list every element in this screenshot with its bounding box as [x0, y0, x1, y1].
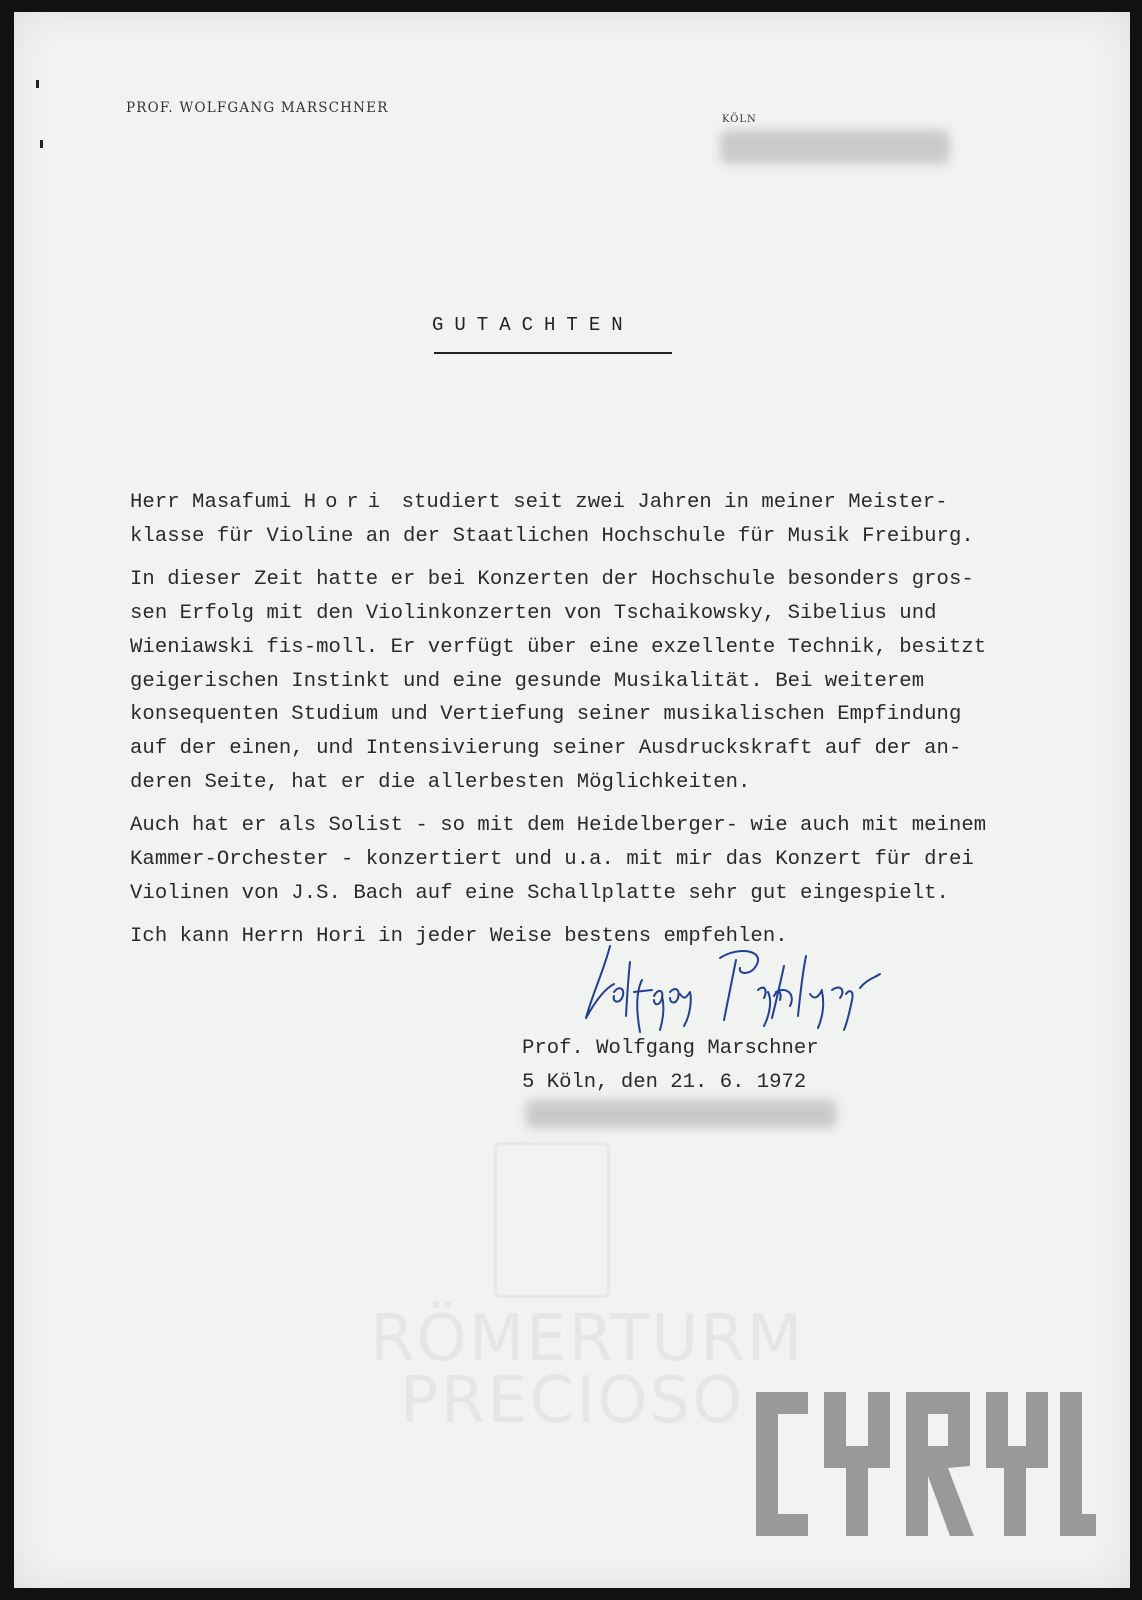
- title-underline: [434, 352, 672, 354]
- paragraph-line: konsequenten Studium und Vertiefung seiner musikalischen Empfindung: [130, 703, 962, 727]
- surname-spaced: Hori: [303, 491, 390, 514]
- faint-stamp: [494, 1142, 610, 1298]
- letterhead-name: PROF. WOLFGANG MARSCHNER: [126, 100, 389, 116]
- logo-letter-l: [1060, 1392, 1096, 1536]
- paragraph-line: In dieser Zeit hatte er bei Konzerten der Hochschule besonders gros-: [130, 568, 974, 592]
- signature-block: [522, 1032, 819, 1100]
- logo-letters: [756, 1392, 1096, 1536]
- letter-body: [130, 486, 1090, 956]
- paragraph-1-text: Herr Masafumi: [130, 491, 304, 514]
- paragraph-line: auf der einen, und Intensivierung seiner Ausdruckskraft auf der an-: [130, 736, 962, 760]
- paragraph-line: Wieniawski fis-moll. Er verfügt über eine exzellente Technik, besitzt: [130, 635, 987, 659]
- paragraph-1-text: studiert seit zwei Jahren in meiner Meister-: [389, 491, 948, 514]
- place-and-date: 5 Köln, den 21. 6. 1972: [522, 1071, 807, 1094]
- logo-letter-y2: [986, 1392, 1048, 1536]
- signature-strokes: [586, 946, 880, 1032]
- document-title: GUTACHTEN: [432, 314, 634, 336]
- paragraph-line: deren Seite, hat er die allerbesten Möglichkeiten.: [130, 770, 751, 794]
- paragraph-line: Violinen von J.S. Bach auf eine Schallplatte sehr gut eingespielt.: [130, 881, 949, 905]
- watermark-line: RÖMERTURM: [370, 1302, 804, 1376]
- paragraph-line: Ich kann Herrn Hori in jeder Weise bestens empfehlen.: [130, 925, 788, 949]
- cyryl-logo: [748, 1384, 1098, 1552]
- handwritten-signature: [570, 940, 900, 1040]
- logo-letter-c: [756, 1392, 808, 1536]
- paragraph-1: [130, 486, 1090, 553]
- paragraph-line: Auch hat er als Solist - so mit dem Heidelberger- wie auch mit meinem: [130, 814, 987, 838]
- paragraph-3: [130, 809, 1090, 910]
- letter-page: [14, 12, 1130, 1588]
- paragraph-1-text: klasse für Violine an der Staatlichen Hochschule für Musik Freiburg.: [130, 524, 974, 548]
- logo-letter-y: [824, 1392, 890, 1536]
- signatory-name: Prof. Wolfgang Marschner: [522, 1037, 819, 1060]
- paragraph-line: Kammer-Orchester - konzertiert und u.a. mit mir das Konzert für drei: [130, 848, 974, 872]
- margin-mark: [40, 140, 43, 148]
- redacted-text: [526, 1100, 836, 1128]
- letterhead-city: KÖLN: [722, 114, 757, 125]
- watermark-line: PRECIOSO: [400, 1364, 745, 1438]
- margin-mark: [36, 80, 39, 88]
- paragraph-line: sen Erfolg mit den Violinkonzerten von Tschaikowsky, Sibelius und: [130, 602, 937, 626]
- logo-letter-r: [906, 1392, 974, 1536]
- paragraph-line: geigerischen Instinkt und eine gesunde Musikalität. Bei weiterem: [130, 669, 925, 693]
- redacted-address: [720, 130, 950, 164]
- paragraph-2: [130, 563, 1090, 799]
